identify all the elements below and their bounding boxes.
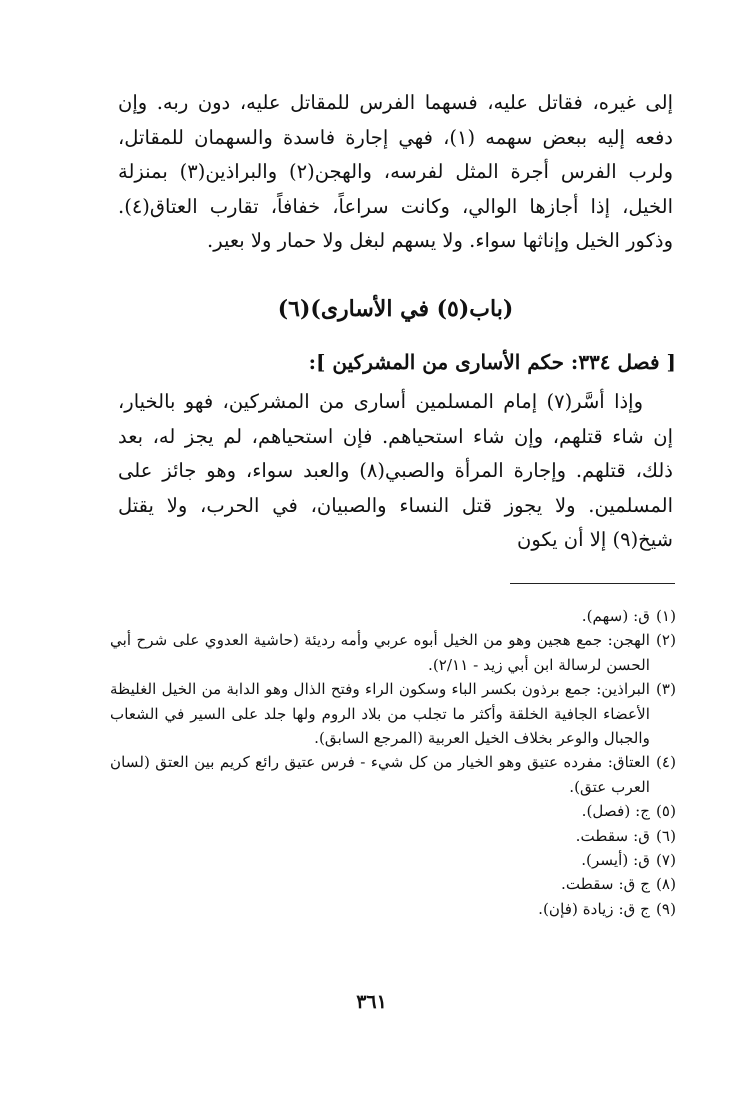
section-paragraph: وإذا أسَّر(٧) إمام المسلمين أسارى من المشركين، فهو بالخيار، إن شاء قتلهم، وإن شاء استحياهم. فإن استحياهم، لم يجز له، بعد ذلك، قتلهم. وإجارة المرأة والصبي(٨) والعبد سواء، وهو جائز على المسلمين. ولا يجوز قتل النساء والصبيان، في الحرب، ولا يقتل شيخ(٩) إلا أن يكون (118, 390, 673, 551)
top-paragraph-block (118, 86, 673, 259)
footnote-text: العتاق: مفرده عتيق وهو الخيار من كل شيء - فرس عتيق رائع كريم بين العتق (لسان العرب عتق). (110, 753, 650, 796)
footnote-number: (٤) (655, 753, 676, 772)
top-paragraph: إلى غيره، فقاتل عليه، فسهما الفرس للمقاتل عليه، دون ربه. وإن دفعه إليه ببعض سهمه (١)، فهي إجارة فاسدة والسهمان للمقاتل، ولرب الفرس أجرة المثل لفرسه، والهجن(٢) والبراذين(٣) بمنزلة الخيل، إذا أجازها الوالي، وكانت سراعاً، خفافاً، تقارب العتاق(٤). وذكور الخيل وإناثها سواء. ولا يسهم لبغل ولا حمار ولا بعير. (118, 91, 673, 252)
footnote-4 (110, 750, 676, 799)
footnote-3 (110, 677, 676, 750)
footnotes (110, 604, 676, 921)
footnote-1 (110, 604, 676, 628)
footnote-number: (٥) (655, 802, 676, 821)
footnote-text: ق: سقطت. (575, 826, 650, 845)
footnote-text: ج: (فصل). (581, 802, 650, 821)
footnote-text: ق: (سهم). (581, 607, 650, 625)
footnote-7 (110, 848, 676, 872)
footnote-2 (110, 628, 676, 677)
page-number: ٣٦١ (356, 991, 387, 1013)
footnote-text: ج ق: سقطت. (561, 875, 650, 894)
footnote-number: (٦) (655, 826, 676, 845)
section-paragraph-block (118, 385, 673, 558)
footnote-6 (110, 824, 676, 848)
footnote-text: البراذين: جمع برذون بكسر الباء وسكون الراء وفتح الذال وهو الدابة من الخيل الغليظة الأعضاء الجافية الخلقة وأكثر ما تجلب من بلاد الروم ولها جلد على السير في الشعاب والجبال والوعر بخلاف الخيل العربية (المرجع السابق). (110, 680, 650, 748)
footnote-number: (١) (655, 607, 676, 625)
footnote-text: الهجن: جمع هجين وهو من الخيل أبوه عربي وأمه رديئة (حاشية العدوي على شرح أبي الحسن لرسالة ابن أبي زيد - ٢/١١). (110, 631, 650, 674)
chapter-title: (باب(٥) في الأسارى)(٦) (277, 296, 514, 322)
footnote-number: (٣) (655, 680, 676, 699)
footnote-number: (٧) (655, 851, 676, 870)
footnote-8 (110, 872, 676, 896)
section-title: [ فصل ٣٣٤: حكم الأسارى من المشركين ]: (308, 350, 676, 374)
footnote-5 (110, 799, 676, 823)
footnote-text: ج ق: زيادة (فإن). (538, 899, 650, 918)
footnote-text: ق: (أيسر). (581, 851, 650, 870)
footnote-9 (110, 897, 676, 921)
footnote-number: (٢) (655, 631, 676, 650)
footnote-number: (٩) (655, 899, 676, 918)
footnote-number: (٨) (655, 875, 676, 894)
footnote-separator (510, 583, 675, 584)
